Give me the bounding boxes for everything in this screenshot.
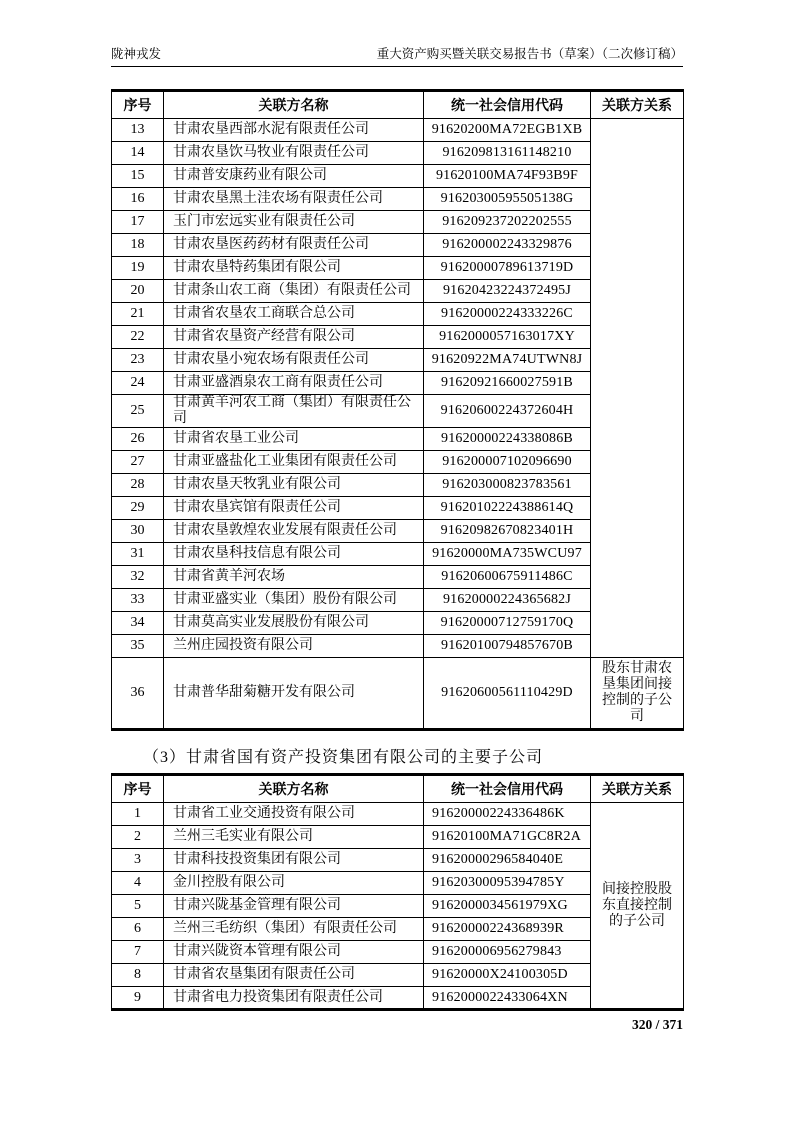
- row-number-cell: 22: [112, 326, 164, 349]
- row-number-cell: 7: [112, 941, 164, 964]
- credit-code-cell: 91620000224368939R: [424, 918, 591, 941]
- column-header-credit-code: 统一社会信用代码: [424, 91, 591, 119]
- row-number-cell: 1: [112, 803, 164, 826]
- relation-cell: 间接控股股东直接控制的子公司: [591, 803, 684, 1010]
- party-name-cell: 甘肃省农垦集团有限责任公司: [164, 964, 424, 987]
- party-name-cell: 甘肃普华甜菊糖开发有限公司: [164, 658, 424, 730]
- row-number-cell: 4: [112, 872, 164, 895]
- party-name-cell: 甘肃普安康药业有限公司: [164, 165, 424, 188]
- row-number-cell: 28: [112, 474, 164, 497]
- party-name-cell: 甘肃农垦科技信息有限公司: [164, 543, 424, 566]
- party-name-cell: 甘肃兴陇基金管理有限公司: [164, 895, 424, 918]
- row-number-cell: 26: [112, 428, 164, 451]
- party-name-cell: 甘肃农垦黑土洼农场有限责任公司: [164, 188, 424, 211]
- party-name-cell: 甘肃科技投资集团有限公司: [164, 849, 424, 872]
- credit-code-cell: 916209237202202555: [424, 211, 591, 234]
- party-name-cell: 甘肃农垦敦煌农业发展有限责任公司: [164, 520, 424, 543]
- party-name-cell: 甘肃农垦小宛农场有限责任公司: [164, 349, 424, 372]
- row-number-cell: 2: [112, 826, 164, 849]
- row-number-cell: 13: [112, 119, 164, 142]
- row-number-cell: 3: [112, 849, 164, 872]
- soasac-subsidiaries-table: [111, 773, 684, 1011]
- credit-code-cell: 91620000224336486K: [424, 803, 591, 826]
- credit-code-cell: 916209813161148210: [424, 142, 591, 165]
- table-header-row: [112, 91, 684, 119]
- credit-code-cell: 91620000224365682J: [424, 589, 591, 612]
- credit-code-cell: 91620982670823401H: [424, 520, 591, 543]
- party-name-cell: 甘肃黄羊河农工商（集团）有限责任公司: [164, 395, 424, 428]
- column-header-relation: 关联方关系: [591, 91, 684, 119]
- row-number-cell: 20: [112, 280, 164, 303]
- credit-code-cell: 91620000224333226C: [424, 303, 591, 326]
- table-row: [112, 658, 684, 730]
- row-number-cell: 31: [112, 543, 164, 566]
- party-name-cell: 兰州三毛实业有限公司: [164, 826, 424, 849]
- row-number-cell: 25: [112, 395, 164, 428]
- credit-code-cell: 91620300095394785Y: [424, 872, 591, 895]
- row-number-cell: 19: [112, 257, 164, 280]
- party-name-cell: 甘肃省电力投资集团有限责任公司: [164, 987, 424, 1010]
- credit-code-cell: 91620100MA74F93B9F: [424, 165, 591, 188]
- party-name-cell: 甘肃亚盛酒泉农工商有限责任公司: [164, 372, 424, 395]
- party-name-cell: 甘肃农垦医药药材有限责任公司: [164, 234, 424, 257]
- party-name-cell: 甘肃亚盛盐化工业集团有限责任公司: [164, 451, 424, 474]
- party-name-cell: 金川控股有限公司: [164, 872, 424, 895]
- row-number-cell: 35: [112, 635, 164, 658]
- column-header-no: 序号: [112, 775, 164, 803]
- row-number-cell: 5: [112, 895, 164, 918]
- row-number-cell: 15: [112, 165, 164, 188]
- row-number-cell: 18: [112, 234, 164, 257]
- credit-code-cell: 916200002243329876: [424, 234, 591, 257]
- credit-code-cell: 9162000022433064XN: [424, 987, 591, 1010]
- party-name-cell: 甘肃省农垦工业公司: [164, 428, 424, 451]
- party-name-cell: 甘肃农垦天牧乳业有限公司: [164, 474, 424, 497]
- party-name-cell: 甘肃条山农工商（集团）有限责任公司: [164, 280, 424, 303]
- row-number-cell: 24: [112, 372, 164, 395]
- credit-code-cell: 91620102224388614Q: [424, 497, 591, 520]
- credit-code-cell: 91620922MA74UTWN8J: [424, 349, 591, 372]
- column-header-party-name: 关联方名称: [164, 91, 424, 119]
- party-name-cell: 甘肃省黄羊河农场: [164, 566, 424, 589]
- row-number-cell: 8: [112, 964, 164, 987]
- related-parties-table-continued: [111, 89, 684, 731]
- row-number-cell: 36: [112, 658, 164, 730]
- row-number-cell: 32: [112, 566, 164, 589]
- row-number-cell: 17: [112, 211, 164, 234]
- credit-code-cell: 91620000MA735WCU97: [424, 543, 591, 566]
- credit-code-cell: 91620000789613719D: [424, 257, 591, 280]
- party-name-cell: 兰州三毛纺织（集团）有限责任公司: [164, 918, 424, 941]
- credit-code-cell: 9162000034561979XG: [424, 895, 591, 918]
- row-number-cell: 30: [112, 520, 164, 543]
- credit-code-cell: 91620423224372495J: [424, 280, 591, 303]
- party-name-cell: 甘肃农垦饮马牧业有限责任公司: [164, 142, 424, 165]
- column-header-relation: 关联方关系: [591, 775, 684, 803]
- credit-code-cell: 91620000X24100305D: [424, 964, 591, 987]
- credit-code-cell: 916200007102096690: [424, 451, 591, 474]
- credit-code-cell: 91620000296584040E: [424, 849, 591, 872]
- row-number-cell: 14: [112, 142, 164, 165]
- row-number-cell: 16: [112, 188, 164, 211]
- row-number-cell: 23: [112, 349, 164, 372]
- credit-code-cell: 91620000712759170Q: [424, 612, 591, 635]
- header-company-name: 陇神戎发: [111, 47, 162, 61]
- row-number-cell: 6: [112, 918, 164, 941]
- credit-code-cell: 91620921660027591B: [424, 372, 591, 395]
- party-name-cell: 甘肃农垦西部水泥有限责任公司: [164, 119, 424, 142]
- party-name-cell: 甘肃农垦宾馆有限责任公司: [164, 497, 424, 520]
- credit-code-cell: 91620600561110429D: [424, 658, 591, 730]
- credit-code-cell: 916200006956279843: [424, 941, 591, 964]
- party-name-cell: 甘肃省农垦资产经营有限公司: [164, 326, 424, 349]
- column-header-no: 序号: [112, 91, 164, 119]
- section-heading: （3）甘肃省国有资产投资集团有限公司的主要子公司: [143, 749, 544, 766]
- table-row: [112, 119, 684, 142]
- relation-cell: 股东甘肃农垦集团间接控制的子公司: [591, 658, 684, 730]
- column-header-credit-code: 统一社会信用代码: [424, 775, 591, 803]
- row-number-cell: 34: [112, 612, 164, 635]
- party-name-cell: 甘肃省农垦农工商联合总公司: [164, 303, 424, 326]
- row-number-cell: 27: [112, 451, 164, 474]
- column-header-party-name: 关联方名称: [164, 775, 424, 803]
- party-name-cell: 甘肃亚盛实业（集团）股份有限公司: [164, 589, 424, 612]
- running-header: [111, 0, 683, 67]
- party-name-cell: 玉门市宏远实业有限责任公司: [164, 211, 424, 234]
- credit-code-cell: 91620600224372604H: [424, 395, 591, 428]
- credit-code-cell: 91620000224338086B: [424, 428, 591, 451]
- page-number: 320 / 371: [631, 1017, 683, 1032]
- table-header-row: [112, 775, 684, 803]
- party-name-cell: 甘肃农垦特药集团有限公司: [164, 257, 424, 280]
- credit-code-cell: 916203000823783561: [424, 474, 591, 497]
- credit-code-cell: 91620200MA72EGB1XB: [424, 119, 591, 142]
- table-row: [112, 803, 684, 826]
- party-name-cell: 甘肃兴陇资本管理有限公司: [164, 941, 424, 964]
- credit-code-cell: 9162000057163017XY: [424, 326, 591, 349]
- row-number-cell: 9: [112, 987, 164, 1010]
- row-number-cell: 33: [112, 589, 164, 612]
- party-name-cell: 甘肃省工业交通投资有限公司: [164, 803, 424, 826]
- party-name-cell: 兰州庄园投资有限公司: [164, 635, 424, 658]
- credit-code-cell: 91620600675911486C: [424, 566, 591, 589]
- header-report-title: 重大资产购买暨关联交易报告书（草案）（二次修订稿）: [376, 47, 683, 61]
- credit-code-cell: 91620100794857670B: [424, 635, 591, 658]
- party-name-cell: 甘肃莫高实业发展股份有限公司: [164, 612, 424, 635]
- relation-cell: [591, 119, 684, 658]
- credit-code-cell: 91620300595505138G: [424, 188, 591, 211]
- credit-code-cell: 91620100MA71GC8R2A: [424, 826, 591, 849]
- page-content: [111, 0, 683, 1033]
- row-number-cell: 21: [112, 303, 164, 326]
- row-number-cell: 29: [112, 497, 164, 520]
